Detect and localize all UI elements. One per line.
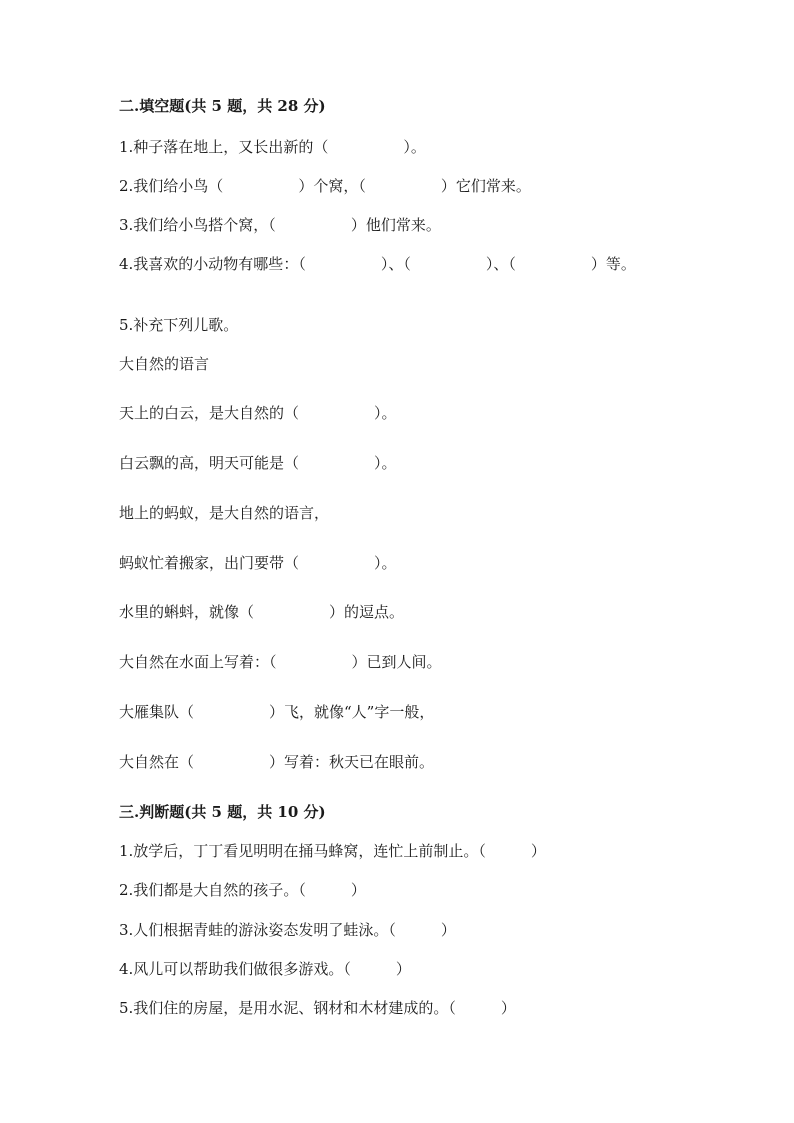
judge-question-1: 1.放学后，丁丁看见明明在捅马蜂窝，连忙上前制止。（ ） — [119, 842, 546, 860]
fill-question-1: 1.种子落在地上，又长出新的（ ）。 — [119, 138, 426, 156]
poem-line-5: 水里的蝌蚪，就像（ ）的逗点。 — [119, 603, 405, 621]
poem-line-4: 蚂蚁忙着搬家，出门要带（ ）。 — [119, 554, 397, 572]
judge-question-4: 4.风儿可以帮助我们做很多游戏。（ ） — [119, 960, 411, 978]
judge-question-3: 3.人们根据青蛙的游泳姿态发明了蛙泳。（ ） — [119, 921, 456, 939]
poem-line-8: 大自然在（ ）写着：秋天已在眼前。 — [119, 753, 435, 771]
fill-question-5: 5.补充下列儿歌。 — [119, 316, 239, 334]
fill-question-3: 3.我们给小鸟搭个窝，（ ）他们常来。 — [119, 216, 441, 234]
poem-line-1: 天上的白云，是大自然的（ ）。 — [119, 404, 397, 422]
fill-question-2: 2.我们给小鸟（ ）个窝，（ ）它们常来。 — [119, 177, 531, 195]
section-2-title: 二.填空题(共 5 题，共 28 分) — [119, 97, 326, 115]
poem-line-7: 大雁集队（ ）飞，就像“人”字一般， — [119, 703, 435, 721]
poem-line-3: 地上的蚂蚁，是大自然的语言， — [119, 504, 330, 522]
judge-question-2: 2.我们都是大自然的孩子。（ ） — [119, 881, 366, 899]
poem-line-2: 白云飘的高，明天可能是（ ）。 — [119, 454, 397, 472]
poem-title: 大自然的语言 — [119, 355, 210, 373]
section-3-title: 三.判断题(共 5 题，共 10 分) — [119, 803, 326, 821]
poem-line-6: 大自然在水面上写着：（ ）已到人间。 — [119, 653, 442, 671]
judge-question-5: 5.我们住的房屋，是用水泥、钢材和木材建成的。（ ） — [119, 999, 516, 1017]
fill-question-4: 4.我喜欢的小动物有哪些：（ ）、（ ）、（ ）等。 — [119, 255, 636, 273]
